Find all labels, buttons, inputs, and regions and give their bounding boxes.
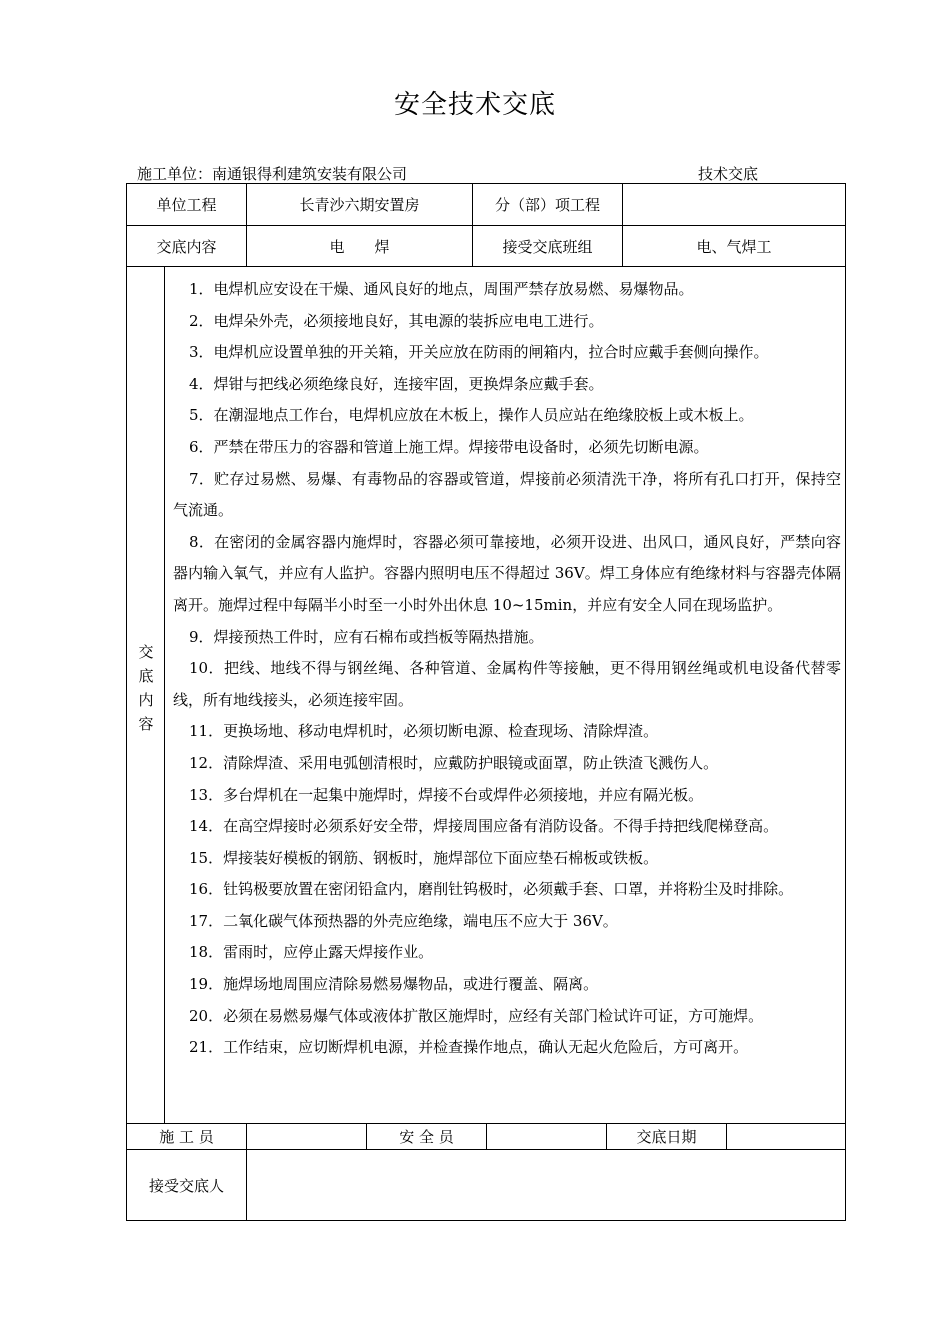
- worker-label: 施 工 员: [159, 1128, 214, 1146]
- doc-type: 技术交底: [698, 165, 759, 183]
- content-label: 交底内容: [156, 237, 217, 256]
- body-label-char: 底: [138, 667, 154, 685]
- row-divider: [126, 266, 846, 267]
- list-item: 15．焊接装好模板的钢筋、钢板时，施焊部位下面应垫石棉板或铁板。: [189, 848, 659, 867]
- safety-officer-label: 安 全 员: [399, 1128, 454, 1146]
- list-item: 10．把线、地线不得与钢丝绳、各种管道、金属构件等接触，更不得用钢丝绳或机电设备代替零线，所有地线接头，必须连接牢固。: [173, 659, 841, 709]
- body-label-char: 容: [138, 715, 154, 733]
- list-item: 5．在潮湿地点工作台，电焊机应放在木板上，操作人员应站在绝缘胶板上或木板上。: [189, 406, 754, 425]
- safety-officer-value[interactable]: [487, 1124, 606, 1149]
- body-label-char: 内: [138, 691, 154, 709]
- list-item: 21．工作结束，应切断焊机电源，并检查操作地点，确认无起火危险后，方可离开。: [189, 1038, 749, 1057]
- content-value: 电 焊: [329, 237, 390, 256]
- list-item: 7．贮存过易燃、易爆、有毒物品的容器或管道，焊接前必须清洗干净，将所有孔口打开，保持空气流通。: [173, 469, 841, 520]
- list-item: 6．严禁在带压力的容器和管道上施工焊。焊接带电设备时，必须先切断电源。: [189, 437, 709, 456]
- list-item: 11．更换场地、移动电焊机时，必须切断电源、检查现场、清除焊渣。: [189, 722, 659, 741]
- sub-project-label: 分（部）项工程: [494, 196, 600, 214]
- worker-value[interactable]: [247, 1124, 366, 1149]
- list-item: 4．焊钳与把线必须绝缘良好，连接牢固，更换焊条应戴手套。: [189, 374, 604, 393]
- list-item: 18．雷雨时，应停止露天焊接作业。: [189, 943, 434, 962]
- list-item: 20．必须在易燃易爆气体或液体扩散区施焊时，应经有关部门检试许可证，方可施焊。: [189, 1006, 764, 1025]
- date-label: 交底日期: [636, 1128, 697, 1146]
- unit-project-value: 长青沙六期安置房: [299, 196, 420, 214]
- company-line: 施工单位：南通银得利建筑安装有限公司: [137, 165, 408, 183]
- receiver-value[interactable]: [247, 1150, 845, 1220]
- safety-items-list: [173, 274, 841, 1064]
- body-label: [128, 640, 164, 736]
- list-item: 2．电焊朵外壳，必须接地良好，其电源的装拆应电电工进行。: [189, 311, 604, 330]
- receiver-label: 接受交底人: [148, 1176, 224, 1195]
- sub-project-value: [623, 184, 845, 225]
- list-item: 17．二氧化碳气体预热器的外壳应绝缘，端电压不应大于 36V。: [189, 911, 618, 930]
- list-item: 3．电焊机应设置单独的开关箱，开关应放在防雨的闸箱内，拉合时应戴手套侧向操作。: [189, 343, 769, 362]
- team-value: 电、气焊工: [696, 237, 772, 256]
- list-item: 13．多台焊机在一起集中施焊时，焊接不台或焊件必须接地，并应有隔光板。: [189, 785, 704, 804]
- list-item: 12．清除焊渣、采用电弧刨清根时，应戴防护眼镜或面罩，防止铁渣飞溅伤人。: [189, 753, 719, 772]
- team-label: 接受交底班组: [502, 237, 593, 256]
- list-item: 1．电焊机应安设在干燥、通风良好的地点，周围严禁存放易燃、易爆物品。: [189, 280, 694, 298]
- page-title: 安全技术交底: [393, 90, 556, 120]
- list-item: 14．在高空焊接时必须系好安全带，焊接周围应备有消防设备。不得手持把线爬梯登高。: [189, 817, 779, 836]
- date-value[interactable]: [727, 1124, 845, 1149]
- body-label-char: 交: [138, 643, 154, 661]
- list-item: 16．钍钨极要放置在密闭铅盒内，磨削钍钨极时，必须戴手套、口罩，并将粉尘及时排除。: [189, 880, 794, 899]
- column-divider: [164, 266, 165, 1123]
- list-item: 8．在密闭的金属容器内施焊时，容器必须可靠接地，必须开设进、出风口，通风良好，严禁向容器内输入氧气，并应有人监护。容器内照明电压不得超过 36V。焊工身体应有绝缘材料与容器壳体隔离开。施焊过程中每隔半小时至一小时外出休息 10~15min，并应有安全人同在现场监护。: [173, 532, 841, 614]
- unit-project-label: 单位工程: [156, 196, 217, 214]
- list-item: 19．施焊场地周围应清除易燃易爆物品，或进行覆盖、隔离。: [189, 975, 599, 994]
- list-item: 9．焊接预热工件时，应有石棉布或挡板等隔热措施。: [189, 627, 544, 646]
